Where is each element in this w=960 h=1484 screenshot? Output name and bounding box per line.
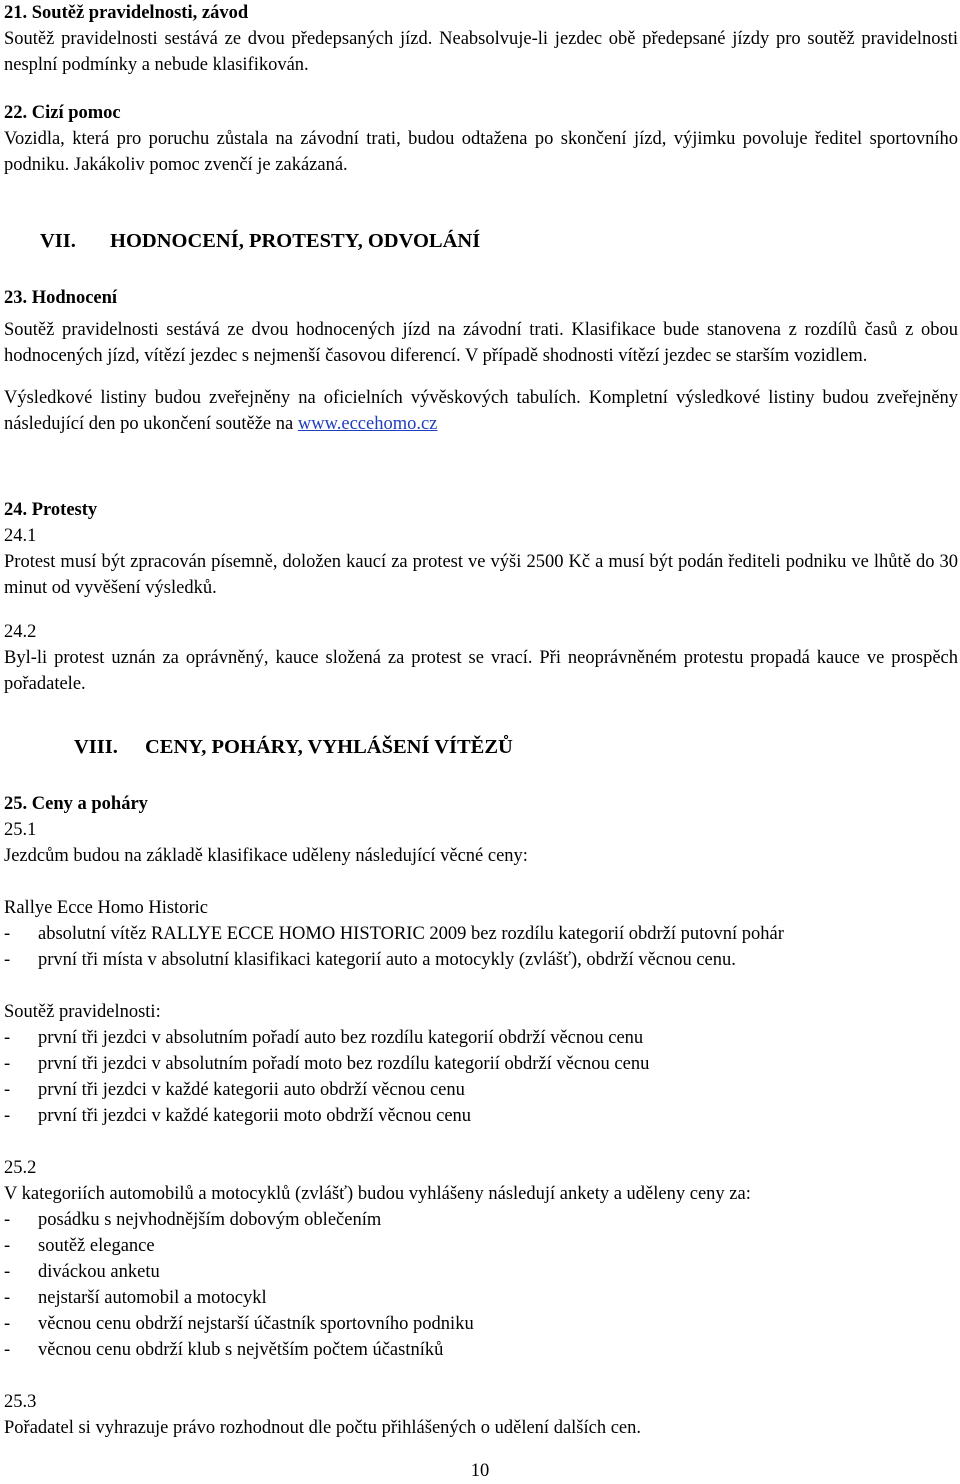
list-dash: -	[4, 1210, 11, 1230]
list-item	[4, 1051, 958, 1077]
paragraph: Soutěž pravidelnosti sestává ze dvou předepsaných jízd. Neabsolvuje-li jezdec obě předepsané jízdy pro soutěž pravidelnosti nesplní podmínky a nebude klasifikován.	[4, 29, 958, 75]
paragraph: Byl-li protest uznán za oprávněný, kauce složená za protest se vrací. Při neoprávněném protestu propadá kauce ve prospěch pořadatele.	[4, 648, 958, 694]
list-item	[4, 947, 958, 973]
section-heading: 21. Soutěž pravidelnosti, závod	[4, 3, 249, 23]
section-heading: 24. Protesty	[4, 500, 98, 520]
list-dash: -	[4, 1080, 11, 1100]
list-dash: -	[4, 1288, 11, 1308]
list-title: Rallye Ecce Homo Historic	[4, 898, 208, 918]
list-item-text: absolutní vítěz RALLYE ECCE HOMO HISTORIC 2009 bez rozdílu kategorií obdrží putovní pohár	[38, 924, 784, 944]
section-heading: 23. Hodnocení	[4, 288, 118, 308]
subsection-number: 25.1	[4, 820, 37, 840]
list-item	[4, 1233, 958, 1259]
list-dash: -	[4, 1340, 11, 1360]
list-item-text: první tři jezdci v absolutním pořadí moto bez rozdílu kategorií obdrží věcnou cenu	[38, 1054, 650, 1074]
section-24	[4, 497, 958, 697]
list-item-text: nejstarší automobil a motocykl	[38, 1288, 267, 1308]
paragraph	[4, 385, 958, 437]
list-item-text: první tři místa v absolutní klasifikaci kategorií auto a motocykly (zvlášť), obdrží věcnou cenu.	[38, 950, 736, 970]
list-item-text: první tři jezdci v absolutním pořadí auto bez rozdílu kategorií obdrží věcnou cenu	[38, 1028, 644, 1048]
subsection-number: 25.3	[4, 1392, 37, 1412]
list-item	[4, 1337, 958, 1363]
list-item-text: soutěž elegance	[38, 1236, 155, 1256]
list-item	[4, 1207, 958, 1233]
page-number: 10	[470, 1461, 490, 1481]
list-dash: -	[4, 950, 11, 970]
list-dash: -	[4, 1028, 11, 1048]
list-item	[4, 1077, 958, 1103]
list-dash: -	[4, 1054, 11, 1074]
section-23	[4, 285, 958, 437]
list-item	[4, 1285, 958, 1311]
list-item-text: věcnou cenu obdrží nejstarší účastník sportovního podniku	[38, 1314, 474, 1334]
chapter-number: VII.	[40, 230, 76, 252]
list-title: Soutěž pravidelnosti:	[4, 1002, 161, 1022]
chapter-title: HODNOCENÍ, PROTESTY, ODVOLÁNÍ	[110, 230, 481, 252]
subsection-number: 24.2	[4, 622, 37, 642]
list-item	[4, 1025, 958, 1051]
paragraph: Jezdcům budou na základě klasifikace uděleny následující věcné ceny:	[4, 846, 528, 866]
website-link[interactable]: www.eccehomo.cz	[297, 414, 438, 434]
list-item-text: první tři jezdci v každé kategorii moto obdrží věcnou cenu	[38, 1106, 472, 1126]
paragraph: Soutěž pravidelnosti sestává ze dvou hodnocených jízd na závodní trati. Klasifikace bude stanovena z rozdílů časů z obou hodnocených jízd, vítězí jezdec s nejmenší časovou diferencí. V případě shodnosti vítězí jezdec se starším vozidlem.	[4, 320, 958, 366]
chapter-number: VIII.	[74, 736, 118, 758]
list-item	[4, 1103, 958, 1129]
list-dash: -	[4, 924, 11, 944]
list-item-text: diváckou anketu	[38, 1262, 160, 1282]
list-item-text: první tři jezdci v každé kategorii auto obdrží věcnou cenu	[38, 1080, 465, 1100]
section-25	[4, 791, 958, 1441]
paragraph-text: Výsledkové listiny budou zveřejněny na oficielních vývěskových tabulích. Kompletní výsledkové listiny budou zveřejněny následující den po ukončení soutěže na	[4, 388, 958, 434]
paragraph: V kategoriích automobilů a motocyklů (zvlášť) budou vyhlášeny následují ankety a uděleny ceny za:	[4, 1184, 751, 1204]
section-heading: 25. Ceny a poháry	[4, 794, 148, 814]
list-item	[4, 1259, 958, 1285]
subsection-number: 24.1	[4, 526, 37, 546]
section-heading: 22. Cizí pomoc	[4, 103, 121, 123]
paragraph: Protest musí být zpracován písemně, doložen kaucí za protest ve výši 2500 Kč a musí být podán řediteli podniku ve lhůtě do 30 minut od vyvěšení výsledků.	[4, 552, 958, 598]
section-22	[4, 100, 958, 178]
list-dash: -	[4, 1314, 11, 1334]
subsection-number: 25.2	[4, 1158, 37, 1178]
section-21	[4, 0, 958, 78]
list-item-text: posádku s nejvhodnějším dobovým oblečením	[38, 1210, 382, 1230]
list-dash: -	[4, 1262, 11, 1282]
paragraph: Pořadatel si vyhrazuje právo rozhodnout dle počtu přihlášených o udělení dalších cen.	[4, 1418, 642, 1438]
paragraph: Vozidla, která pro poruchu zůstala na závodní trati, budou odtažena po skončení jízd, výjimku povoluje ředitel sportovního podniku. Jakákoliv pomoc zvenčí je zakázaná.	[4, 129, 958, 175]
list-dash: -	[4, 1236, 11, 1256]
list-dash: -	[4, 1106, 11, 1126]
chapter-title: CENY, POHÁRY, VYHLÁŠENÍ VÍTĚZŮ	[145, 736, 513, 758]
list-item	[4, 1311, 958, 1337]
list-item	[4, 921, 958, 947]
list-item-text: věcnou cenu obdrží klub s největším počtem účastníků	[38, 1340, 444, 1360]
